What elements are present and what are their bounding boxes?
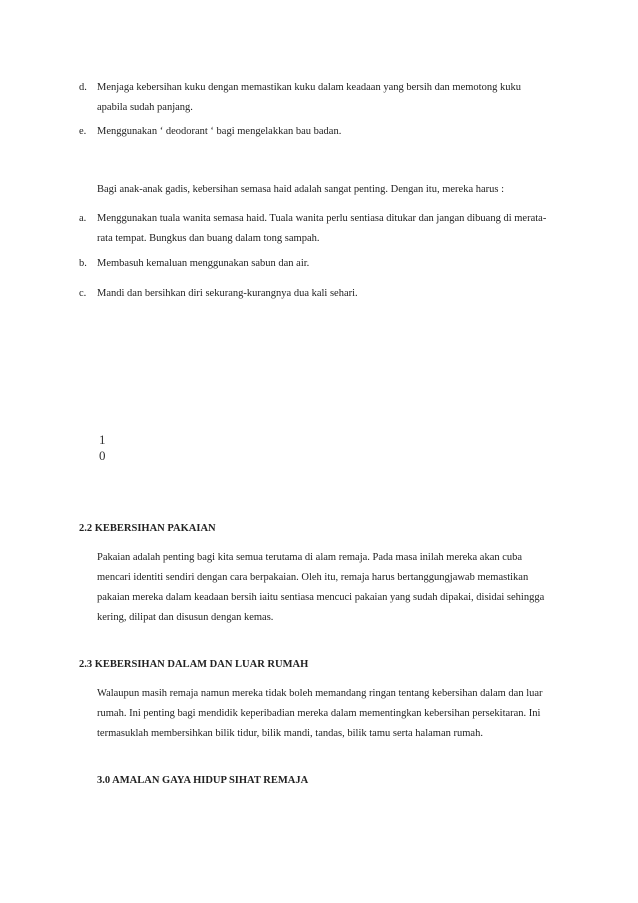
list-item-text: Menggunakan ‘ deodorant ‘ bagi mengelakkan bau badan.	[97, 126, 342, 137]
list-item-text: Mandi dan bersihkan diri sekurang-kurangnya dua kali sehari.	[97, 288, 358, 299]
list-marker: a.	[79, 213, 87, 224]
page-number-digit: 0	[99, 448, 106, 463]
list-item-text: Menjaga kebersihan kuku dengan memastikan kuku dalam keadaan yang bersih dan memotong kuku apabila sudah panjang.	[97, 82, 521, 113]
list-item-text: Menggunakan tuala wanita semasa haid. Tuala wanita perlu sentiasa ditukar dan jangan dibuang di merata-rata tempat. Bungkus dan buang dalam tong sampah.	[97, 213, 547, 244]
page-number-digit: 1	[99, 432, 106, 447]
section-heading: 2.2 KEBERSIHAN PAKAIAN	[79, 523, 216, 534]
list-item-text: Membasuh kemaluan menggunakan sabun dan air.	[97, 258, 310, 269]
section-heading: 2.3 KEBERSIHAN DALAM DAN LUAR RUMAH	[79, 659, 309, 670]
list-marker: e.	[79, 126, 87, 137]
list-marker: d.	[79, 82, 87, 93]
list-marker: b.	[79, 258, 87, 269]
list-marker: c.	[79, 288, 87, 299]
section-heading: 3.0 AMALAN GAYA HIDUP SIHAT REMAJA	[97, 775, 309, 786]
section-body: Walaupun masih remaja namun mereka tidak boleh memandang ringan tentang kebersihan dalam dan luar rumah. Ini penting bagi mendidik keperibadian mereka dalam mementingkan kebersihan persekitaran. Ini termasuklah membersihkan bilik tidur, bilik mandi, tandas, bilik tamu serta halaman rumah.	[97, 688, 543, 739]
section-body: Pakaian adalah penting bagi kita semua terutama di alam remaja. Pada masa inilah mereka akan cuba mencari identiti sendiri dengan cara berpakaian. Oleh itu, remaja harus bertanggungjawab memastikan pakaian mereka dalam keadaan bersih iaitu sentiasa mencuci pakaian yang sudah dipakai, disidai sehingga kering, dilipat dan disusun dengan kemas.	[97, 552, 545, 623]
intro-paragraph: Bagi anak-anak gadis, kebersihan semasa haid adalah sangat penting. Dengan itu, mereka harus :	[97, 184, 505, 195]
